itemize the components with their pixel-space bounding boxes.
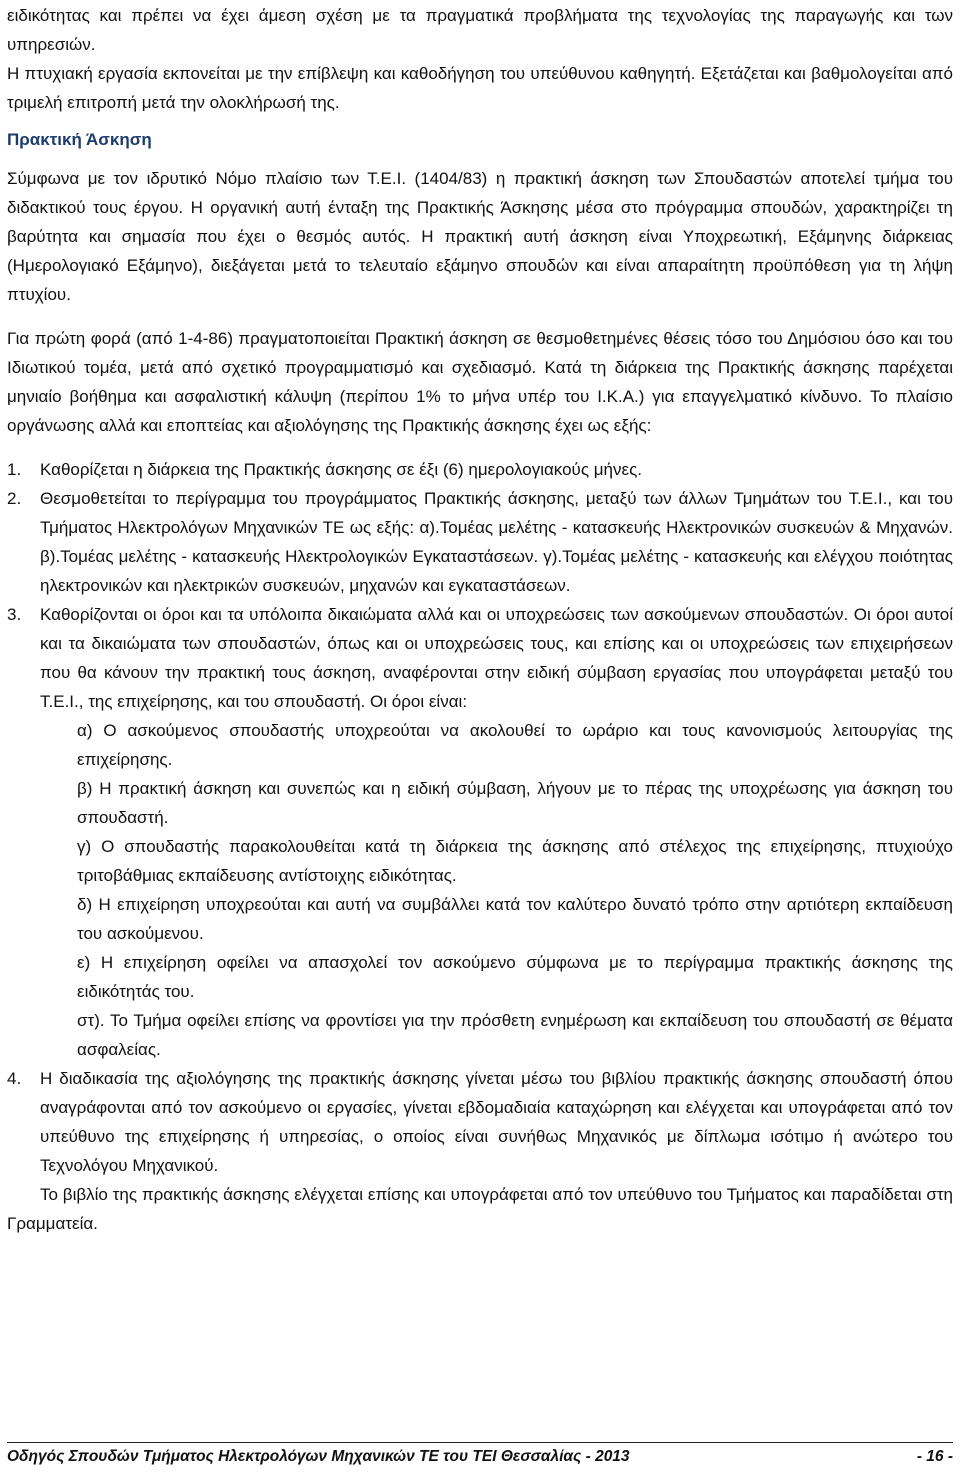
sub-list-item: δ) Η επιχείρηση υποχρεούται και αυτή να συμβάλλει κατά τον καλύτερο δυνατό τρόπο στην αρτιότερη εκπαίδευση του ασκούμενου. <box>77 895 953 943</box>
sub-list-item: α) Ο ασκούμενος σπουδαστής υποχρεούται να ακολουθεί το ωράριο και τους κανονισμούς λειτουργίας της επιχείρησης. <box>77 721 953 769</box>
page-footer <box>7 1442 953 1469</box>
section-paragraph-2: Για πρώτη φορά (από 1-4-86) πραγματοποιείται Πρακτική άσκηση σε θεσμοθετημένες θέσεις τόσο του Δημόσιου όσο και του Ιδιωτικού τομέα, μετά από σχετικό προγραμματισμό και σχεδιασμό. Κατά τη διάρκεια της Πρακτικής άσκησης παρέχεται μηνιαίο βοήθημα και ασφαλιστική κάλυψη (περίπου 1% το μήνα υπέρ του Ι.Κ.Α.) για επαγγελματικό κίνδυνο. Το πλαίσιο οργάνωσης αλλά και εποπτείας και αξιολόγησης της Πρακτικής άσκησης έχει ως εξής: <box>7 329 953 435</box>
document-page <box>7 0 953 1238</box>
list-item-number: 4. <box>7 1069 22 1088</box>
page-number: - 16 - <box>916 1448 953 1465</box>
sub-list-item: β) Η πρακτική άσκηση και συνεπώς και η ειδική σύμβαση, λήγουν με το πέρας της υποχρέωσης για άσκηση του σπουδαστή. <box>77 779 953 827</box>
sub-list-item: ε) Η επιχείρηση οφείλει να απασχολεί τον ασκούμενο σύμφωνα με το περίγραμμα πρακτικής άσκησης της ειδικότητάς του. <box>77 953 953 1001</box>
sub-list-item: στ). Το Τμήμα οφείλει επίσης να φροντίσει για την πρόσθετη ενημέρωση και εκπαίδευση του σπουδαστή σε θέματα ασφαλείας. <box>77 1011 953 1059</box>
intro-paragraph-1: ειδικότητας και πρέπει να έχει άμεση σχέση με τα πραγματικά προβλήματα της τεχνολογίας της παραγωγής και των υπηρεσιών. <box>7 6 953 54</box>
list-item <box>7 484 953 600</box>
list-item-text: Καθορίζονται οι όροι και τα υπόλοιπα δικαιώματα αλλά και οι υποχρεώσεις των ασκούμενων σπουδαστών. Οι όροι αυτοί και τα δικαιώματα των σπουδαστών, όπως και οι υποχρεώσεις τους, και επίσης και οι υποχρεώσεις των επιχειρήσεων που θα κάνουν την πρακτική τους άσκηση, αναφέρονται στην ειδική σύμβαση εργασίας που υπογράφεται μεταξύ του Τ.Ε.Ι., της επιχείρησης, και του σπουδαστή. Οι όροι είναι: <box>40 605 953 711</box>
list-item-number: 3. <box>7 605 22 624</box>
section-paragraph-1: Σύμφωνα με τον ιδρυτικό Νόμο πλαίσιο των Τ.Ε.Ι. (1404/83) η πρακτική άσκηση των Σπουδαστών αποτελεί τμήμα του διδακτικού τους έργου. Η οργανική αυτή ένταξη της Πρακτικής Άσκησης μέσα στο πρόγραμμα σπουδών, χαρακτηρίζει τη βαρύτητα και σημασία που έχει ο θεσμός αυτός. Η πρακτική αυτή άσκηση είναι Υποχρεωτική, Εξάμηνης διάρκειας (Ημερολογιακό Εξάμηνο), διεξάγεται μετά το τελευταίο εξάμηνο σπουδών και είναι απαραίτητη προϋπόθεση για τη λήψη πτυχίου. <box>7 169 953 304</box>
sub-list-item: γ) Ο σπουδαστής παρακολουθείται κατά τη διάρκεια της άσκησης από στέλεχος της επιχείρησης, πτυχιούχο τριτοβάθμιας εκπαίδευσης αντίστοιχης ειδικότητας. <box>77 837 953 885</box>
list-item-number: 2. <box>7 489 22 508</box>
closing-text: Το βιβλίο της πρακτικής άσκησης ελέγχεται επίσης και υπογράφεται από τον υπεύθυνο του Τμήματος και παραδίδεται στη Γραμματεία. <box>7 1185 953 1233</box>
list-item <box>7 455 953 484</box>
section-title: Πρακτική Άσκηση <box>7 130 152 149</box>
intro-paragraph-2: Η πτυχιακή εργασία εκπονείται με την επίβλεψη και καθοδήγηση του υπεύθυνου καθηγητή. Εξετάζεται και βαθμολογείται από τριμελή επιτροπή μετά την ολοκλήρωσή της. <box>7 64 953 112</box>
list-item <box>7 600 953 716</box>
list-item-text: Η διαδικασία της αξιολόγησης της πρακτικής άσκησης γίνεται μέσω του βιβλίου πρακτικής άσκησης σπουδαστή όπου αναγράφονται από τον ασκούμενο οι εργασίες, γίνεται εβδομαδιαία καταχώρηση και ελέγχεται και υπογράφεται από τον υπεύθυνο της επιχείρησης ή υπηρεσίας, ο οποίος είναι συνήθως Μηχανικός με δίπλωμα ισότιμο ή ανώτερο του Τεχνολόγου Μηχανικού. <box>40 1069 953 1175</box>
footer-title: Οδηγός Σπουδών Τμήματος Ηλεκτρολόγων Μηχανικών ΤΕ του ΤΕΙ Θεσσαλίας - 2013 <box>7 1448 630 1465</box>
list-item-text: Θεσμοθετείται το περίγραμμα του προγράμματος Πρακτικής άσκησης, μεταξύ των άλλων Τμημάτων του Τ.Ε.Ι., και του Τμήματος Ηλεκτρολόγων Μηχανικών ΤΕ ως εξής: α).Τομέας μελέτης - κατασκευής Ηλεκτρονικών συσκευών & Μηχανών. β).Τομέας μελέτης - κατασκευής Ηλεκτρολογικών Εγκαταστάσεων. γ).Τομέας μελέτης - κατασκευής και ελέγχου ποιότητας ηλεκτρονικών και ηλεκτρικών συσκευών, μηχανών και εγκαταστάσεων. <box>40 489 953 595</box>
list-item-number: 1. <box>7 460 22 479</box>
list-item <box>7 1064 953 1180</box>
list-item-text: Καθορίζεται η διάρκεια της Πρακτικής άσκησης σε έξι (6) ημερολογιακούς μήνες. <box>40 460 642 479</box>
closing-paragraph <box>7 1180 953 1238</box>
